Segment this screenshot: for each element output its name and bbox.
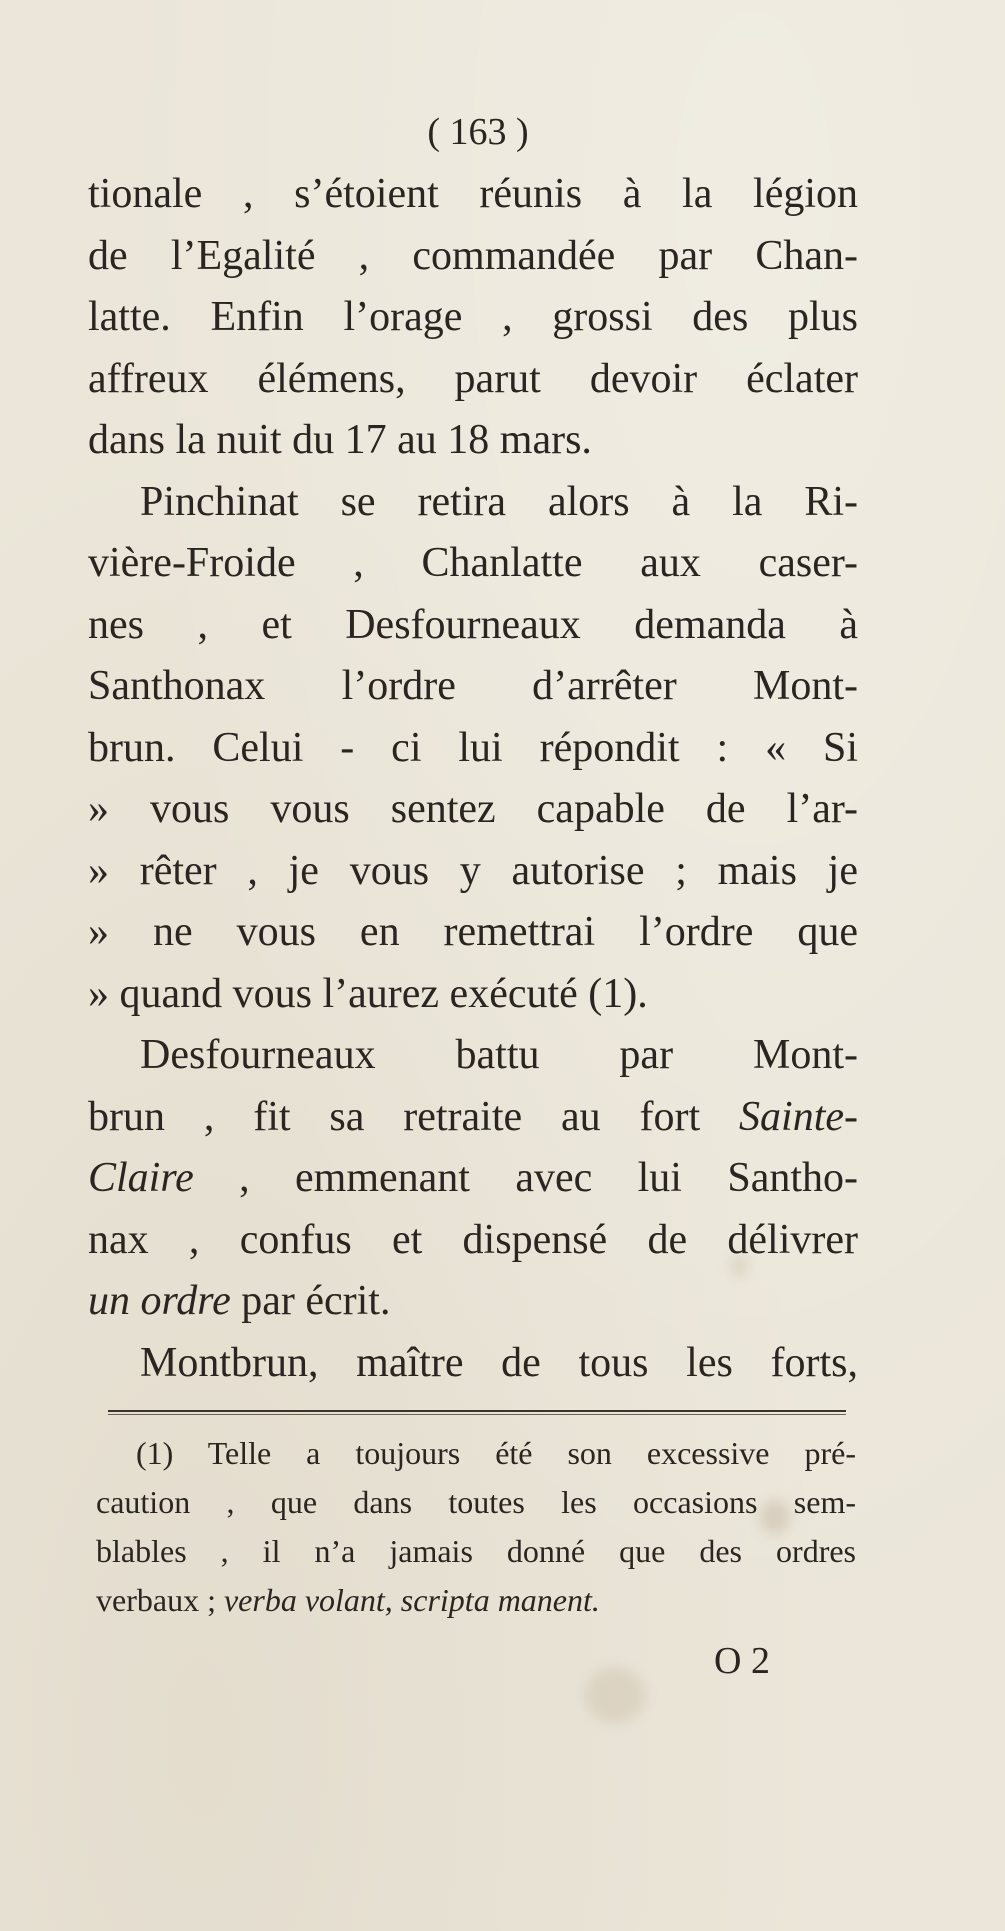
- body-line: Montbrun, maître de tous les forts,: [140, 1339, 858, 1386]
- footnote-line: caution , que dans toutes les occasions sem-: [96, 1484, 856, 1520]
- body-line: nax , confus et dispensé de délivrer: [88, 1216, 858, 1263]
- footnote-line: (1) Telle a toujours été son excessive pré-: [136, 1435, 856, 1471]
- text-segment: verbaux ;: [96, 1582, 224, 1618]
- body-text: [88, 164, 858, 1394]
- footnote-rule: [108, 1410, 846, 1415]
- text-segment: , emmenant avec lui Santho-: [193, 1155, 858, 1201]
- italic-text: Claire: [88, 1155, 194, 1201]
- body-line: Desfourneaux battu par Mont-: [140, 1032, 858, 1078]
- italic-text: un ordre: [88, 1278, 231, 1324]
- footnote: [96, 1429, 856, 1625]
- footnote-line: blables , il n’a jamais donné que des ordres: [96, 1533, 856, 1569]
- text-segment: par écrit.: [230, 1278, 391, 1324]
- signature-mark: O 2: [714, 1640, 770, 1682]
- body-line: [88, 1271, 858, 1333]
- body-line: de l’Egalité , commandée par Chan-: [88, 232, 858, 279]
- body-line: » vous vous sentez capable de l’ar-: [88, 786, 858, 832]
- italic-text: verba volant, scripta manent.: [223, 1582, 600, 1618]
- body-line: brun. Celui - ci lui répondit : « Si: [88, 724, 858, 771]
- italic-text: Sainte-: [739, 1093, 858, 1140]
- body-line: affreux élémens, parut devoir éclater: [88, 355, 858, 402]
- body-line: » ne vous en remettrai l’ordre que: [88, 909, 858, 955]
- body-line: Santhonax l’ordre d’arrêter Mont-: [88, 663, 858, 709]
- body-line: [88, 1148, 858, 1210]
- body-line: tionale , s’étoient réunis à la légion: [88, 171, 858, 217]
- text-block: [88, 102, 858, 1691]
- body-line: vière-Froide , Chanlatte aux caser-: [88, 540, 858, 586]
- body-line: nes , et Desfourneaux demanda à: [88, 601, 858, 648]
- body-line: dans la nuit du 17 au 18 mars.: [88, 417, 592, 463]
- page-number: ( 163 ): [427, 111, 529, 153]
- text-segment: brun , fit sa retraite au fort: [88, 1093, 740, 1140]
- body-line: [88, 1087, 858, 1149]
- body-line: latte. Enfin l’orage , grossi des plus: [88, 294, 858, 340]
- body-line: » rêter , je vous y autorise ; mais je: [88, 847, 858, 894]
- body-line: » quand vous l’aurez exécuté (1).: [88, 970, 648, 1017]
- footnote-line: [96, 1576, 856, 1625]
- body-line: Pinchinat se retira alors à la Ri-: [140, 478, 858, 525]
